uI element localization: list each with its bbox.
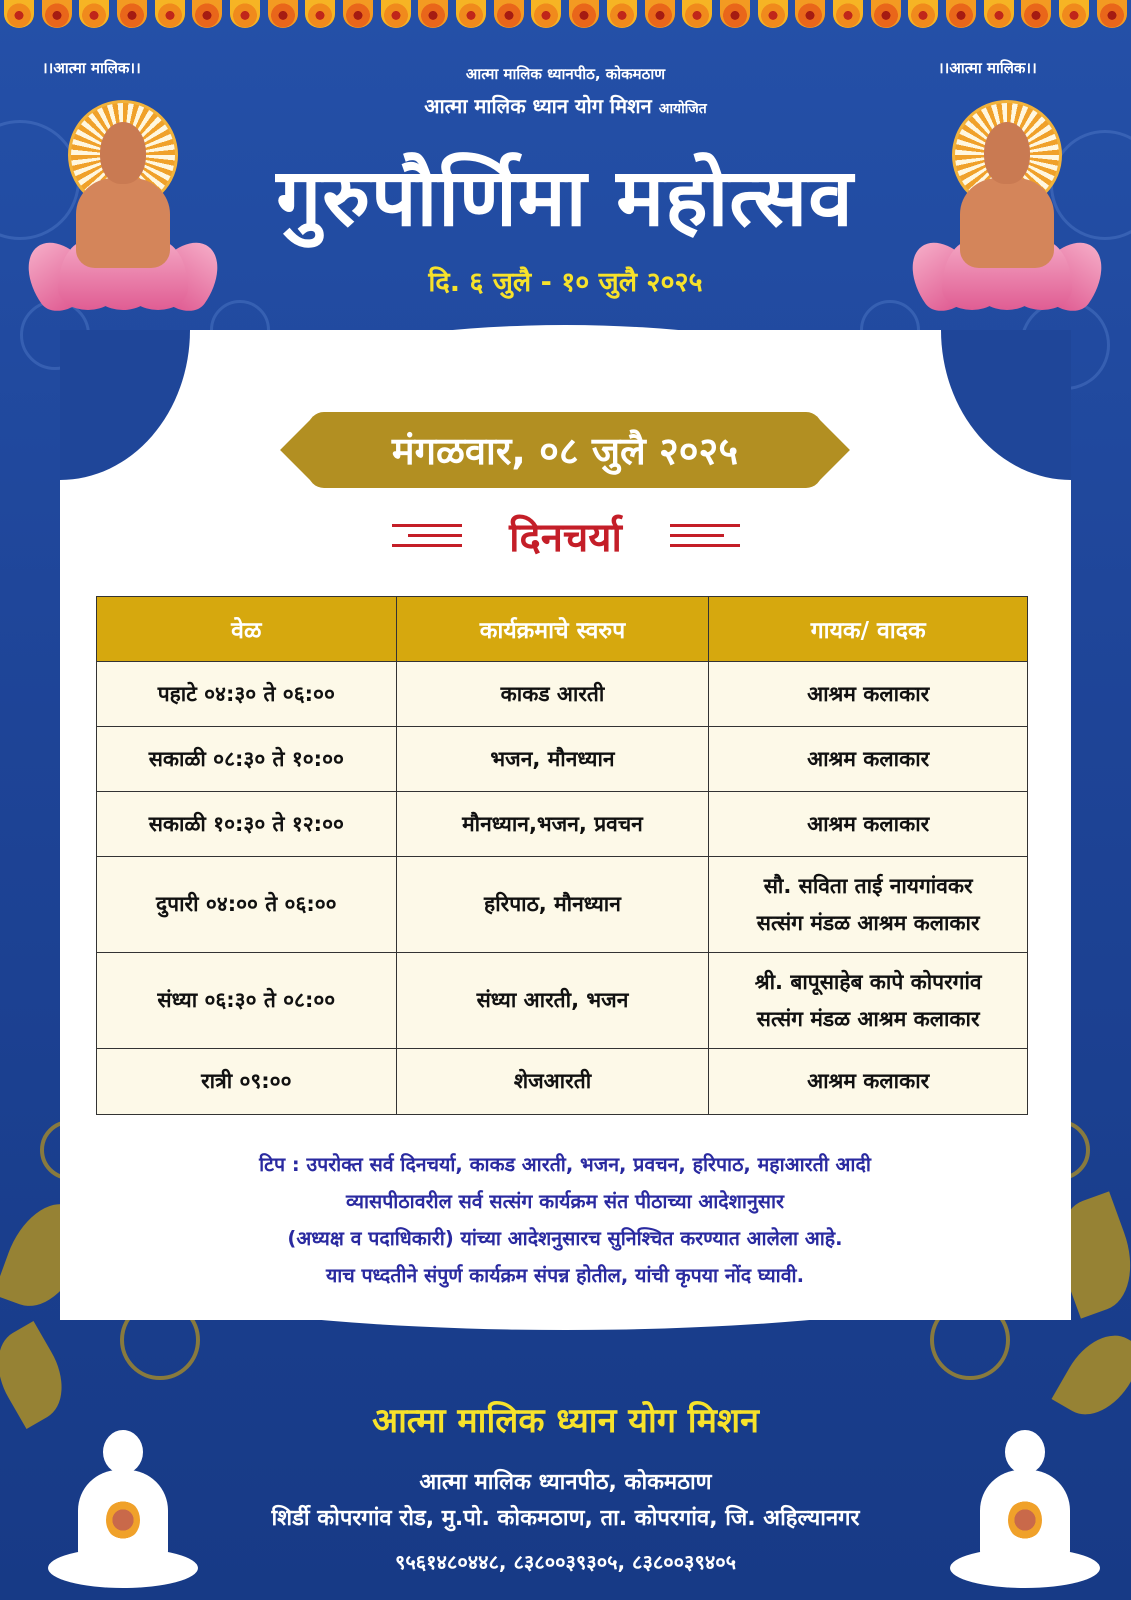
marigold-flower xyxy=(942,0,980,36)
marigold-flower xyxy=(829,0,867,36)
marigold-flower xyxy=(641,0,679,36)
festival-dates: दि. ६ जुलै - १० जुलै २०२५ xyxy=(428,267,703,298)
cell-artist: आश्रम कलाकार xyxy=(709,1049,1028,1115)
artist-line: सौ. सविता ताई नायगांवकर xyxy=(763,873,973,898)
marigold-flower xyxy=(0,0,38,36)
marigold-flower xyxy=(791,0,829,36)
marigold-flower xyxy=(754,0,792,36)
section-title: दिनचर्या xyxy=(509,515,622,561)
marigold-flower xyxy=(38,0,76,36)
note-line: (अध्यक्ष व पदाधिकारी) यांच्या आदेशनुसारच सुनिश्चित करण्यात आलेला आहे. xyxy=(287,1227,843,1250)
cell-program: संध्या आरती, भजन xyxy=(396,953,709,1049)
cell-artist xyxy=(709,857,1028,953)
note-line: व्यासपीठावरील सर्व सत्संग कार्यक्रम संत पीठाच्या आदेशानुसार xyxy=(346,1190,784,1213)
artist-line: सत्संग मंडळ आश्रम कलाकार xyxy=(756,910,980,935)
table-row xyxy=(97,662,1028,727)
marigold-flower xyxy=(980,0,1018,36)
cell-program: हरिपाठ, मौनध्यान xyxy=(396,857,709,953)
marigold-flower xyxy=(905,0,943,36)
cell-time: संध्या ०६:३० ते ०८:०० xyxy=(97,953,397,1049)
marigold-garland xyxy=(0,0,1131,40)
note-line: टिप : उपरोक्त सर्व दिनचर्या, काकड आरती, भजन, प्रवचन, हरिपाठ, महाआरती आदी xyxy=(259,1153,871,1176)
marigold-flower xyxy=(113,0,151,36)
footer-address: शिर्डी कोपरगांव रोड, मु.पो. कोकमठाण, ता. कोपरगांव, जि. अहिल्यानगर xyxy=(271,1506,860,1531)
marigold-flower xyxy=(339,0,377,36)
guru-figure-left xyxy=(28,100,218,310)
marigold-flower xyxy=(75,0,113,36)
meditator-silhouette-left xyxy=(48,1430,198,1600)
organizer-suffix: आयोजित xyxy=(658,101,707,117)
table-row xyxy=(97,1049,1028,1115)
cell-program: भजन, मौनध्यान xyxy=(396,727,709,792)
right-tag: ।।आत्मा मालिक।। xyxy=(938,59,1037,77)
column-header-artist: गायक/ वादक xyxy=(709,597,1028,662)
footer-institution: आत्मा मालिक ध्यानपीठ, कोकमठाण xyxy=(419,1470,712,1495)
marigold-flower xyxy=(151,0,189,36)
marigold-flower xyxy=(490,0,528,36)
footer-phones: ९५६१४८०४४८, ८३८००३९३०५, ८३८००३९४०५ xyxy=(394,1550,737,1574)
marigold-flower xyxy=(264,0,302,36)
artist-line: सत्संग मंडळ आश्रम कलाकार xyxy=(756,1006,980,1031)
institution-name: आत्मा मालिक ध्यानपीठ, कोकमठाण xyxy=(465,65,666,83)
marigold-flower xyxy=(377,0,415,36)
table-row xyxy=(97,953,1028,1049)
marigold-flower xyxy=(415,0,453,36)
cell-artist: आश्रम कलाकार xyxy=(709,662,1028,727)
day-banner-text: मंगळवार, ०८ जुलै २०२५ xyxy=(391,429,739,473)
marigold-flower xyxy=(716,0,754,36)
marigold-flower xyxy=(1093,0,1131,36)
footer-org-name: आत्मा मालिक ध्यान योग मिशन xyxy=(372,1401,759,1441)
organizer-name: आत्मा मालिक ध्यान योग मिशन xyxy=(424,94,652,118)
marigold-flower xyxy=(452,0,490,36)
left-tag: ।।आत्मा मालिक।। xyxy=(42,59,141,77)
column-header-time: वेळ xyxy=(97,597,397,662)
marigold-flower xyxy=(1055,0,1093,36)
marigold-flower xyxy=(302,0,340,36)
note-line: याच पध्दतीने संपुर्ण कार्यक्रम संपन्न होतील, यांची कृपया नोंद घ्यावी. xyxy=(325,1264,805,1287)
marigold-flower xyxy=(1018,0,1056,36)
table-row xyxy=(97,792,1028,857)
column-header-program: कार्यक्रमाचे स्वरुप xyxy=(396,597,709,662)
marigold-flower xyxy=(226,0,264,36)
cell-program: मौनध्यान,भजन, प्रवचन xyxy=(396,792,709,857)
day-banner xyxy=(308,412,822,488)
table-row xyxy=(97,727,1028,792)
note-block xyxy=(120,1146,1010,1294)
marigold-flower xyxy=(867,0,905,36)
cell-time: रात्री ०९:०० xyxy=(97,1049,397,1115)
marigold-flower xyxy=(603,0,641,36)
cell-artist: आश्रम कलाकार xyxy=(709,792,1028,857)
table-header-row xyxy=(97,597,1028,662)
cell-time: सकाळी १०:३० ते १२:०० xyxy=(97,792,397,857)
cell-time: सकाळी ०८:३० ते १०:०० xyxy=(97,727,397,792)
cell-program: काकड आरती xyxy=(396,662,709,727)
marigold-flower xyxy=(528,0,566,36)
artist-line: श्री. बापूसाहेब कापे कोपरगांव xyxy=(754,969,982,994)
cell-artist: आश्रम कलाकार xyxy=(709,727,1028,792)
cell-program: शेजआरती xyxy=(396,1049,709,1115)
cell-time: पहाटे ०४:३० ते ०६:०० xyxy=(97,662,397,727)
guru-figure-right xyxy=(912,100,1102,310)
schedule-table xyxy=(96,596,1028,1115)
meditator-silhouette-right xyxy=(950,1430,1100,1600)
cell-artist xyxy=(709,953,1028,1049)
marigold-flower xyxy=(188,0,226,36)
cell-time: दुपारी ०४:०० ते ०६:०० xyxy=(97,857,397,953)
marigold-flower xyxy=(565,0,603,36)
table-row xyxy=(97,857,1028,953)
festival-title: गुरुपौर्णिमा महोत्सव xyxy=(276,150,854,244)
marigold-flower xyxy=(678,0,716,36)
